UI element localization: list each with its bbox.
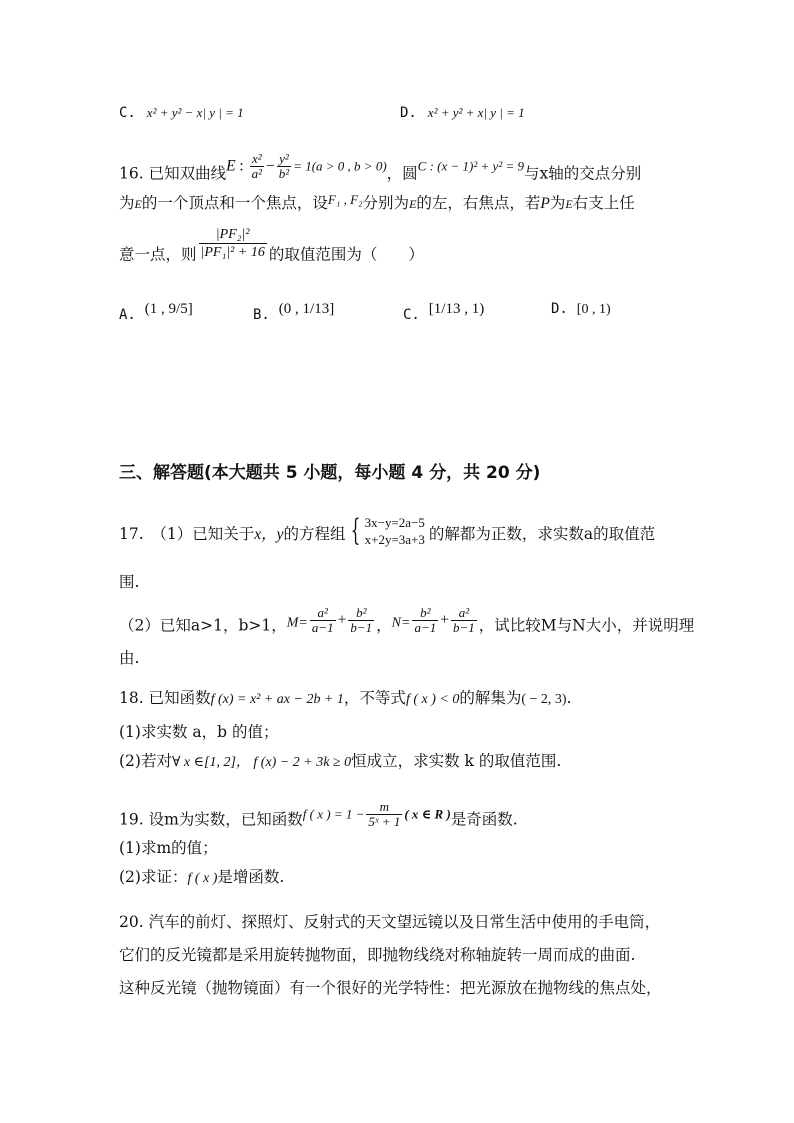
q16-line2-e2: E xyxy=(409,197,417,211)
q17-n-label: N= xyxy=(391,615,411,631)
q16-option-b-label: B. xyxy=(253,307,270,323)
q16-circle-text: ，圆 xyxy=(386,164,418,183)
q19-func: f ( x ) = 1 − xyxy=(302,806,365,822)
q16-line3-text-a: 意一点，则 xyxy=(119,245,197,264)
q16-line-2 xyxy=(119,190,635,214)
q16-line3-text-b: 的取值范围为（ ） xyxy=(268,245,424,264)
q16-circle-eq: C : (x − 1)² + y² = 9 xyxy=(417,158,524,174)
section-heading: 三、解答题(本大题共 5 小题，每小题 4 分，共 20 分) xyxy=(119,463,541,483)
q16-eq-tail: = 1(a > 0 , b > 0) xyxy=(293,158,387,174)
q18-ineq: f ( x ) < 0 xyxy=(405,692,460,707)
q17-n-frac2: $\frac{\text{a²}}{b-1}$ xyxy=(453,605,475,635)
q19-line-1 xyxy=(119,800,518,830)
q19-part2-func: f ( x ) xyxy=(187,871,218,886)
q20-line-2: 它们的反光镜都是采用旋转抛物面，即抛物线绕对称轴旋转一周而成的曲面. xyxy=(119,946,636,964)
q18-set: ( − 2, 3) xyxy=(521,692,567,707)
q17-m-label: M= xyxy=(286,615,308,631)
q19-part-2 xyxy=(119,867,284,889)
q19-domain: ( x ∈ R ) xyxy=(404,806,451,822)
q18-func: f (x) = x² + ax − 2b + 1 xyxy=(210,692,344,707)
q16-line2-text-c: 的一个顶点和一个焦点，设 xyxy=(141,194,328,212)
q17-mid: 的方程组 xyxy=(283,525,346,543)
q16-number: 16. 已知双曲线 xyxy=(119,164,227,183)
q16-f1f2: F₁ , F₂ xyxy=(327,192,363,207)
q16-line-1: 16. 已知双曲线E : $\frac{\text{x²}}{\text{a²}}$ − $\frac{\text{y²}}{\text{b²}}$ = 1(a > 0 , b > 0)，圆C : (x − 1)² + y² = 9与x轴的交点分别 xyxy=(119,151,642,183)
q16-option-c xyxy=(403,298,484,325)
q19-part-1: (1)求m的值； xyxy=(119,839,218,857)
q20-line-1: 20. 汽车的前灯、探照灯、反射式的天文望远镜以及日常生活中使用的手电筒， xyxy=(119,913,661,931)
q17-line-3: （2）已知a>1，b>1，M= $\frac{\text{a²}}{a-1}$ + $\frac{\text{b²}}{b-1}$ ，N= $\frac{\text{b²}}{a-1}$ + $\frac{\text{a²}}{b-1}$ ，试比较M与N大小，并说明理 xyxy=(119,605,695,635)
q16-line2-text-j: 右支上任 xyxy=(572,194,635,212)
q16-y-frac: $\frac{\text{y²}}{\text{b²}}$ xyxy=(278,151,290,181)
q16-line2-e1: E xyxy=(134,197,142,211)
q17-eq1: 3x−y=2a−5 xyxy=(364,515,425,530)
q17-system xyxy=(365,514,425,548)
q18-line-1 xyxy=(119,688,572,710)
q19-lead: 19. 设m为实数，已知函数 xyxy=(119,810,303,829)
q16-line-3 xyxy=(119,226,424,265)
q17-n-frac1: $\frac{\text{b²}}{a-1}$ xyxy=(414,605,437,635)
q18-part-2 xyxy=(119,751,561,773)
q16-option-a-label: A. xyxy=(119,307,136,323)
q19-frac-den: 5ˣ + 1 xyxy=(368,814,401,829)
q19-tail: 是奇函数. xyxy=(450,810,518,829)
q18-part2-tail: 恒成立，求实数 k 的取值范围. xyxy=(351,752,562,770)
q15-option-c-label: C. xyxy=(119,105,136,121)
q16-ratio-frac xyxy=(199,226,267,261)
q16-option-c-label: C. xyxy=(403,307,420,323)
q18-end: . xyxy=(566,689,572,707)
q16-option-a xyxy=(119,298,193,325)
q17-lead: 17. （1）已知关于 xyxy=(119,525,255,543)
q16-option-d-text: [0 , 1) xyxy=(576,302,611,317)
q15-option-d xyxy=(400,102,525,123)
q16-ratio-denominator: |PF₁|² + 16 xyxy=(200,245,265,260)
q15-option-d-expr: x² + y² + x| y | = 1 xyxy=(427,105,525,120)
q15-option-d-label: D. xyxy=(400,105,417,121)
q16-line2-p: P xyxy=(540,195,550,212)
q17-line-4: 由. xyxy=(119,649,140,667)
q15-option-c-expr: x² + y² − x| y | = 1 xyxy=(146,105,244,120)
q16-option-d xyxy=(551,298,611,320)
q18-part2-cond: ∀ x ∈[1, 2]， f (x) − 2 + 3k ≥ 0 xyxy=(171,755,352,770)
q16-tail-1: 与x轴的交点分别 xyxy=(523,164,642,183)
q17-tail: 的解都为正数，求实数a的取值范 xyxy=(428,525,656,543)
q16-line2-text-h: 为 xyxy=(549,194,566,212)
q19-frac xyxy=(366,800,402,829)
q16-curve-e: E xyxy=(226,157,236,175)
q18-part2-lead: (2)若对 xyxy=(119,752,172,770)
q17-line-1: 17. （1）已知关于x，y的方程组 { 3x−y=2a−5 x+2y=3a+3 的解都为正数，求实数a的取值范 xyxy=(119,513,656,548)
q17-xy: x，y xyxy=(254,526,284,543)
q17-m-frac2: $\frac{\text{b²}}{b-1}$ xyxy=(350,605,373,635)
q15-option-c xyxy=(119,102,244,123)
q18-tail: 的解集为 xyxy=(459,689,522,707)
q17-part2-tail: ，试比较M与N大小，并说明理 xyxy=(478,616,695,635)
q19-part2-tail: 是增函数. xyxy=(217,868,285,886)
q18-part-1: (1)求实数 a，b 的值； xyxy=(119,723,279,741)
q16-line2-text-d: 分别为 xyxy=(362,194,410,212)
q16-option-b xyxy=(253,298,334,325)
q16-line2-text-f: 的左，右焦点，若 xyxy=(416,194,541,212)
q20-line-3: 这种反光镜（抛物镜面）有一个很好的光学特性：把光源放在抛物线的焦点处， xyxy=(119,979,662,997)
q16-option-c-text: [1/13 , 1) xyxy=(428,301,485,317)
q18-lead: 18. 已知函数 xyxy=(119,689,211,707)
q16-line2-text-a: 为 xyxy=(119,194,135,212)
q19-frac-num: m xyxy=(379,799,390,814)
q17-line-2: 围. xyxy=(119,573,140,591)
q19-part2-lead: (2)求证： xyxy=(119,868,188,886)
q18-mid: ，不等式 xyxy=(343,689,406,707)
q16-line2-e3: E xyxy=(565,197,573,211)
q16-option-a-text: (1 , 9/5] xyxy=(144,301,193,317)
q17-eq2: x+2y=3a+3 xyxy=(364,532,425,547)
q16-option-b-text: (0 , 1/13] xyxy=(278,301,335,317)
q16-option-d-label: D. xyxy=(551,301,568,317)
q16-ratio-numerator: |PF₂|² xyxy=(215,227,250,242)
q16-x-frac: $\frac{\text{x²}}{\text{a²}}$ xyxy=(251,151,263,181)
q17-part2-lead: （2）已知a>1，b>1， xyxy=(119,616,287,635)
q17-m-frac1: $\frac{\text{a²}}{a-1}$ xyxy=(311,605,334,635)
